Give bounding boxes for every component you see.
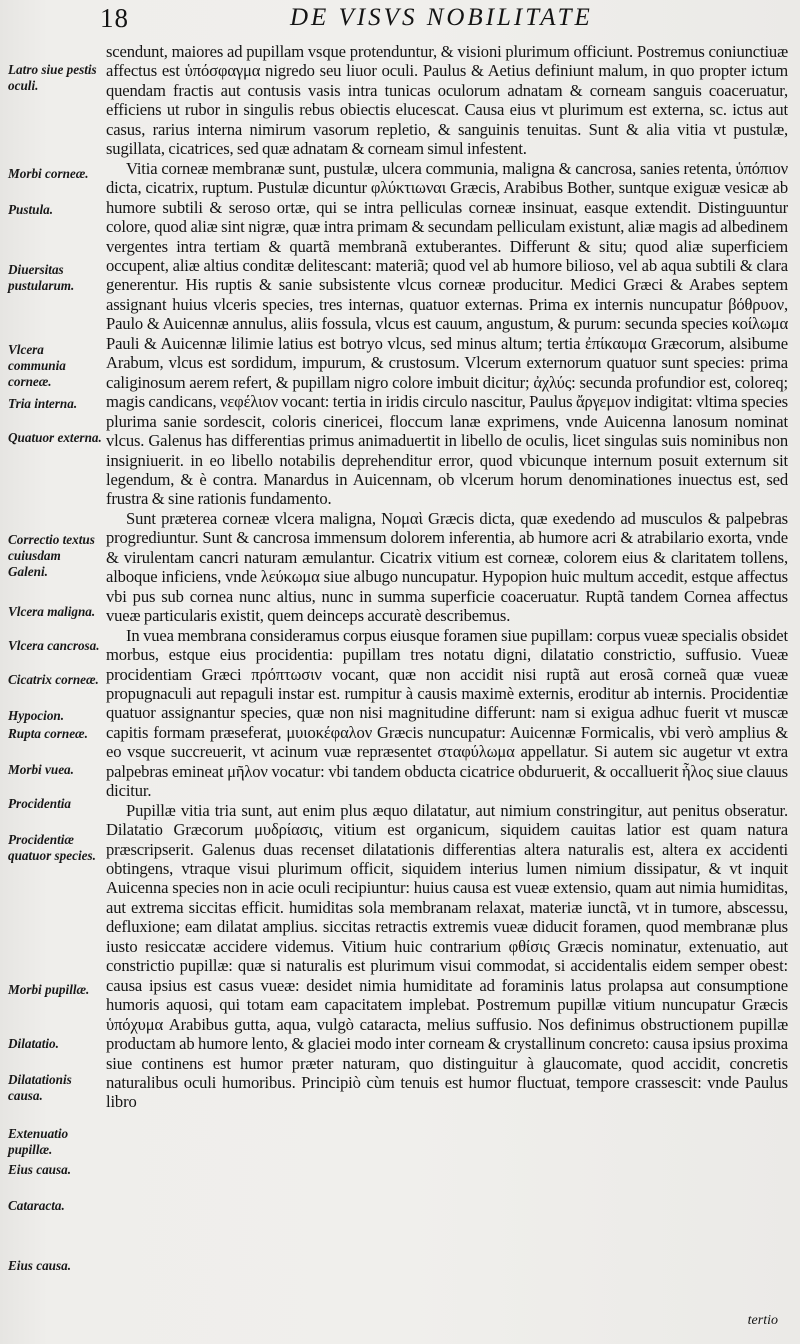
margin-note: Diuersitas pustularum. [8,262,75,293]
margin-note: Eius causa. [8,1258,72,1273]
margin-note: Morbi corneæ. [8,166,89,181]
main-text [106,42,788,1112]
paragraph: Pupillæ vitia tria sunt, aut enim plus æquo dilatatur, aut nimium constringitur, aut penitus obseratur. Dilatatio Græcorum μυδρίασις, vitium est organicum, siquidem cauitas latior est quam natura præscripserit. Galenus duas recenset dilatationis differentias altera naturalis est, altera ex accidenti obtingens, vtraque visui plurimum officit, siquidem interius lumen nimium dissipatur, & vt inquit Auicenna species non in acie oculi recipiuntur: huius causa est vueæ extensio, quam aut nimia humiditas, aut extrema siccitas efficit. humiditas sola membranam relaxat, materiæ iunctã, vt in tumore, abscessu, defluxione; eam dilatat amplius. siccitas retractis extremis vueæ diducit foramen, quod membranæ plus iusto resiccatæ accidere videmus. Vitium huic contrarium φθίσις Græcis nominatur, extenuatio, aut constrictio pupillæ: quæ si naturalis est plurimum visui commodat, si accidentalis eidem semper obest: causa ipsius est casus vueæ: desidet nimia humiditate ad foraminis latus prolapsa aut consumptione humoris aquosi, qui totam eam capacitatem implebat. Postremum pupillæ vitium nuncupatur Græcis ὑπόχυμα Arabibus gutta, aqua, vulgò cataracta, melius suffusio. Nos definimus obstructionem pupillæ productam ab humore lento, & glaciei modo inter corneam & crystallinum concreto: causa ipsius proxima siue continens est humor præter naturam, quo distinguitur à glaucomate, quod accidit, concretis naturalibus oculi humoribus. Principiò cùm tenuis est humor fluctuat, tempore crassescit: vnde Paulus libro [106,800,788,1112]
margin-note: Procidentiæ quatuor species. [8,832,96,863]
margin-note: Cicatrix corneæ. [8,672,99,687]
margin-note: Vlcera communia corneæ. [8,342,66,389]
margin-note: Tria interna. [8,396,78,411]
margin-note: Quatuor externa. [8,430,102,445]
margin-note: Morbi pupillæ. [8,982,90,997]
margin-note: Pustula. [8,202,54,217]
margin-note: Dilatationis causa. [8,1072,72,1103]
margin-note: Correctio textus cuiusdam Galeni. [8,532,95,579]
paragraph: Vitia corneæ membranæ sunt, pustulæ, ulcera communia, maligna & cancrosa, sanies retenta, ὑπόπιον dicta, cicatrix, ruptum. Pustulæ dicuntur φλύκτιωναι Græcis, Arabibus Bother, suntque exiguæ vesicæ ab humore subtili & seroso ortæ, qui se intra pelliculas corneæ insinuat, easque extendit. Distinguuntur colore, quod aliæ sint nigræ, quæ intra primam & secundam pelliculam existunt, aliæ magis ad albedinem vergentes intra tertiam & quartã membranã extuberantes. Differunt & situ; quod aliæ superficiem occupent, aliæ altius conditæ delitescant: materiã; quod vel ab humore bilioso, vel ab aqua subtili & clara generentur. His ruptis & sanie subsistente vlcus corneæ producitur. Medici Græci & Arabes septem assignant huius vlceris species, tres internas, quatuor externas. Prima ex internis nuncupatur βόθρυον, Paulo & Auicennæ annulus, aliis fossula, vlcus est cauum, angustum, & purum: secunda species κοίλωμα Pauli & Auicennæ lilimie latius est botryo vlcus, sed minus altum; tertia ἐπίκαυμα Græcorum, alsibume Arabum, vlcus est sordidum, impurum, & crustosum. Vlcerum externorum quatuor sunt species: prima caliginosum aerem refert, & pupillam nigro colore imbuit dicitur; ἀχλύς: secunda profundior est, coloreq; magis candicans, νεφέλιον vocant: tertia in iridis circulo nascitur, Paulus ἄργεμον indigitat: vltima species plurima sanie sordescit, coloris cinericei, floccum lanæ exprimens, vnde Auicenna lanosum nominat vlcus. Galenus has differentias primus animaduertit in libello de oculis, licet singulas suis nominibus non insigniuerit. in eo libello notabilis deprehenditur error, quod vbicunque internum posuit externum sit legendum, & è contra. Manardus in Auicennam, ob vlcerum horum denominationes inuectus est, sed frustra & sine rationis fundamento. [106,158,788,509]
paragraph: In vuea membrana consideramus corpus eiusque foramen siue pupillam: corpus vueæ specialis obsidet morbus, estque eius procidentia: pupillam tres notatu digni, dilatatio constrictio, suffusio. Vueæ procidentiam Græci πρόπτωσιν vocant, quæ non accidit nisi ruptã aut erosã corneã quæ vueæ propugnaculi aut repaguli instar est. rumpitur à causis maximè externis, eroditur ab internis. Procidentiæ quatuor assignantur species, quæ non nisi magnitudine differunt: nam si exigua adhuc fuerit vt muscæ capitis formam præseferat, μυιοκέφαλον Græcis nuncupatur: Auicennæ Formicalis, vbi verò amplius & eo vsque succreuerit, vt acinum vuæ repræsentet σταφύλωμα appellatur. Si autem sic augetur vt extra palpebras emineat μῆλον vocatur: vbi tandem obducta cicatrice obduruerit, & occalluerit ἧλος siue clauus dicitur. [106,625,788,801]
margin-note: Procidentia [8,796,72,811]
margin-note: Latro siue pestis oculi. [8,62,97,93]
margin-note: Morbi vuea. [8,762,74,777]
catchword: tertio [747,1313,778,1328]
page-number: 18 [100,3,129,33]
margin-note: Rupta corneæ. [8,726,88,741]
paragraph: Sunt præterea corneæ vlcera maligna, Νομαὶ Græcis dicta, quæ exedendo ad musculos & palpebras progrediuntur. Sunt & cancrosa immensum dolorem inferentia, ab humore acri & atrabilario exorta, vnde & virulentam cancri naturam æmulantur. Cicatrix vitium est corneæ, colorem eius & claritatem tollens, alboque inficiens, vnde λεύκωμα siue albugo nuncupatur. Hypopion huic multum accedit, estque affectus vbi pus sub cornea nunc altius, nunc in summa superficie coaceruatur. Ruptã tandem Cornea affectus vueæ particularis existit, quem deinceps accuratè describemus. [106,508,788,626]
margin-note: Dilatatio. [8,1036,59,1051]
margin-note: Extenuatio pupillæ. [8,1126,69,1157]
margin-note: Eius causa. [8,1162,72,1177]
page-header [100,2,790,34]
margin-note: Vlcera maligna. [8,604,96,619]
running-title: DE VISVS NOBILITATE [290,4,593,31]
margin-note: Hypocion. [8,708,65,723]
paragraph: scendunt, maiores ad pupillam vsque protenduntur, & visioni plurimum officiunt. Postremus coniunctiuæ affectus est ὑπόσφαγμα nigredo seu liuor oculi. Paulus & Aetius definiunt malum, in quo propter ictum quendam fractis aut contusis vasis intra tunicas oculorum adnatam & corneam sanguis coaceruatur, efficiens ut rubor in singulis rebus obiectis elucescat. Causa eius vt plurimum est externa, sc. ictus aut casus, rarius interna nimirum vasorum repletio, & sanguinis tenuitas. Sunt & alia vitia vt pustulæ, sugillata, cicatrices, sed quæ adnatam & corneam simul infestent. [106,42,788,159]
margin-note: Vlcera cancrosa. [8,638,100,653]
margin-note: Cataracta. [8,1198,65,1213]
